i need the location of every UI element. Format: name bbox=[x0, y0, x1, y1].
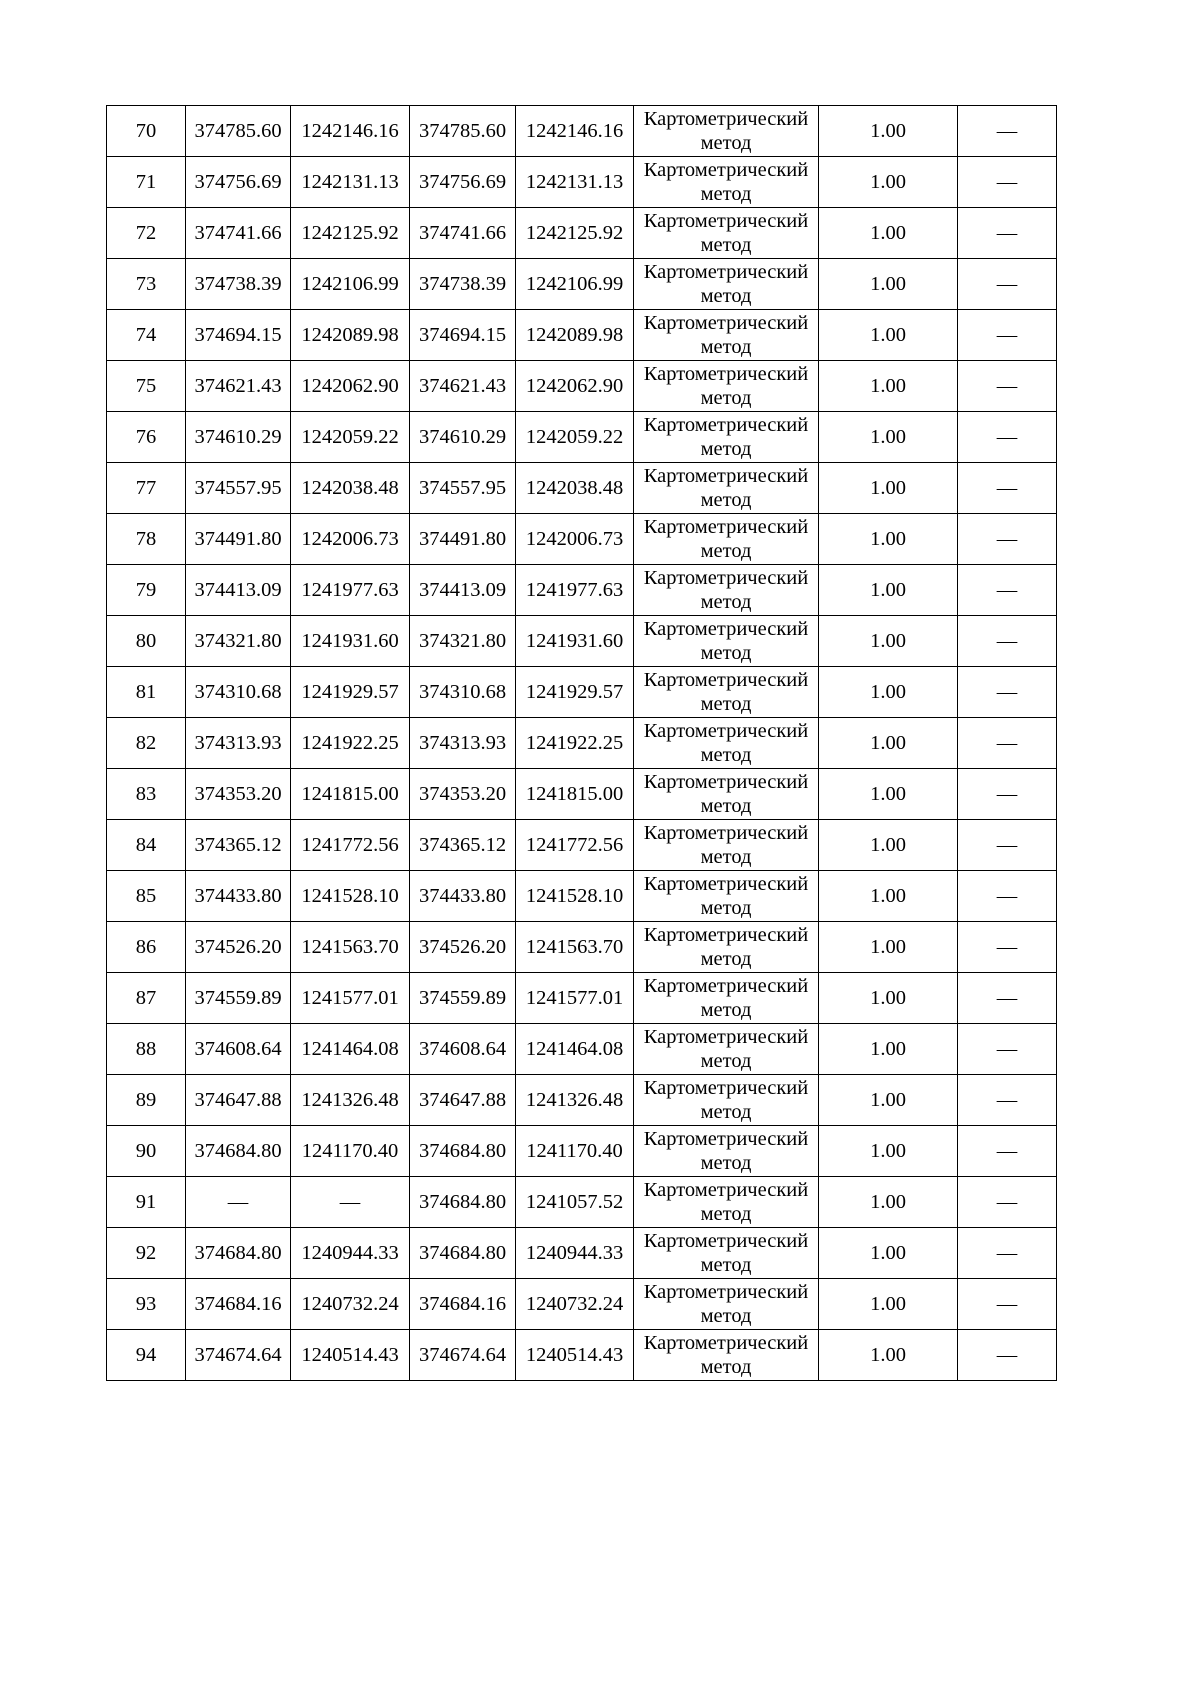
method-cell bbox=[634, 463, 819, 514]
x-existing-cell: — bbox=[186, 1177, 291, 1228]
y-specified-cell: 1242062.90 bbox=[516, 361, 634, 412]
precision-cell: 1.00 bbox=[819, 1228, 958, 1279]
precision-cell: 1.00 bbox=[819, 412, 958, 463]
x-existing-cell: 374684.16 bbox=[186, 1279, 291, 1330]
method-cell bbox=[634, 106, 819, 157]
note-cell: — bbox=[958, 922, 1057, 973]
y-specified-cell: 1240514.43 bbox=[516, 1330, 634, 1381]
method-line-2: метод bbox=[700, 1101, 752, 1123]
method-line-2: метод bbox=[700, 1152, 752, 1174]
y-existing-cell: 1242106.99 bbox=[291, 259, 410, 310]
y-specified-cell: 1241170.40 bbox=[516, 1126, 634, 1177]
note-cell: — bbox=[958, 820, 1057, 871]
point-number-cell: 72 bbox=[107, 208, 186, 259]
method-cell bbox=[634, 514, 819, 565]
point-number-cell: 93 bbox=[107, 1279, 186, 1330]
precision-cell: 1.00 bbox=[819, 667, 958, 718]
method-cell bbox=[634, 769, 819, 820]
method-line-2: метод bbox=[700, 438, 752, 460]
note-cell: — bbox=[958, 667, 1057, 718]
method-line-1: Картометрический bbox=[643, 108, 809, 130]
precision-cell: 1.00 bbox=[819, 973, 958, 1024]
point-number-cell: 73 bbox=[107, 259, 186, 310]
precision-cell: 1.00 bbox=[819, 106, 958, 157]
method-cell bbox=[634, 208, 819, 259]
point-number-cell: 78 bbox=[107, 514, 186, 565]
method-line-2: метод bbox=[700, 744, 752, 766]
x-specified-cell: 374785.60 bbox=[410, 106, 516, 157]
y-specified-cell: 1240732.24 bbox=[516, 1279, 634, 1330]
x-existing-cell: 374310.68 bbox=[186, 667, 291, 718]
point-number-cell: 89 bbox=[107, 1075, 186, 1126]
note-cell: — bbox=[958, 1024, 1057, 1075]
x-existing-cell: 374756.69 bbox=[186, 157, 291, 208]
y-specified-cell: 1241577.01 bbox=[516, 973, 634, 1024]
point-number-cell: 77 bbox=[107, 463, 186, 514]
note-cell: — bbox=[958, 208, 1057, 259]
y-specified-cell: 1241815.00 bbox=[516, 769, 634, 820]
method-line-1: Картометрический bbox=[643, 873, 809, 895]
y-existing-cell: 1241528.10 bbox=[291, 871, 410, 922]
x-existing-cell: 374674.64 bbox=[186, 1330, 291, 1381]
precision-cell: 1.00 bbox=[819, 157, 958, 208]
method-line-2: метод bbox=[700, 999, 752, 1021]
method-cell bbox=[634, 310, 819, 361]
y-existing-cell: 1242089.98 bbox=[291, 310, 410, 361]
y-specified-cell: 1242006.73 bbox=[516, 514, 634, 565]
y-specified-cell: 1242089.98 bbox=[516, 310, 634, 361]
precision-cell: 1.00 bbox=[819, 871, 958, 922]
y-specified-cell: 1241977.63 bbox=[516, 565, 634, 616]
table-row bbox=[107, 106, 1057, 157]
y-existing-cell: 1240732.24 bbox=[291, 1279, 410, 1330]
method-line-2: метод bbox=[700, 1356, 752, 1378]
precision-cell: 1.00 bbox=[819, 1177, 958, 1228]
x-specified-cell: 374353.20 bbox=[410, 769, 516, 820]
method-line-2: метод bbox=[700, 387, 752, 409]
precision-cell: 1.00 bbox=[819, 1075, 958, 1126]
x-existing-cell: 374365.12 bbox=[186, 820, 291, 871]
table-row bbox=[107, 259, 1057, 310]
precision-cell: 1.00 bbox=[819, 361, 958, 412]
precision-cell: 1.00 bbox=[819, 769, 958, 820]
x-existing-cell: 374684.80 bbox=[186, 1126, 291, 1177]
y-existing-cell: 1241170.40 bbox=[291, 1126, 410, 1177]
note-cell: — bbox=[958, 259, 1057, 310]
method-line-1: Картометрический bbox=[643, 465, 809, 487]
method-line-1: Картометрический bbox=[643, 414, 809, 436]
table-row bbox=[107, 922, 1057, 973]
x-specified-cell: 374694.15 bbox=[410, 310, 516, 361]
x-existing-cell: 374321.80 bbox=[186, 616, 291, 667]
table-row bbox=[107, 820, 1057, 871]
method-line-1: Картометрический bbox=[643, 1077, 809, 1099]
x-existing-cell: 374413.09 bbox=[186, 565, 291, 616]
method-line-2: метод bbox=[700, 642, 752, 664]
table-row bbox=[107, 871, 1057, 922]
y-existing-cell: 1242131.13 bbox=[291, 157, 410, 208]
method-line-1: Картометрический bbox=[643, 261, 809, 283]
note-cell: — bbox=[958, 412, 1057, 463]
x-existing-cell: 374313.93 bbox=[186, 718, 291, 769]
x-specified-cell: 374608.64 bbox=[410, 1024, 516, 1075]
precision-cell: 1.00 bbox=[819, 718, 958, 769]
x-existing-cell: 374557.95 bbox=[186, 463, 291, 514]
table-row bbox=[107, 310, 1057, 361]
table-row bbox=[107, 667, 1057, 718]
method-line-1: Картометрический bbox=[643, 159, 809, 181]
x-existing-cell: 374610.29 bbox=[186, 412, 291, 463]
precision-cell: 1.00 bbox=[819, 616, 958, 667]
table-row bbox=[107, 1177, 1057, 1228]
x-existing-cell: 374741.66 bbox=[186, 208, 291, 259]
x-existing-cell: 374353.20 bbox=[186, 769, 291, 820]
note-cell: — bbox=[958, 1330, 1057, 1381]
x-specified-cell: 374433.80 bbox=[410, 871, 516, 922]
x-specified-cell: 374684.80 bbox=[410, 1228, 516, 1279]
table-row bbox=[107, 157, 1057, 208]
y-specified-cell: 1241326.48 bbox=[516, 1075, 634, 1126]
method-cell bbox=[634, 871, 819, 922]
precision-cell: 1.00 bbox=[819, 1279, 958, 1330]
note-cell: — bbox=[958, 106, 1057, 157]
method-cell bbox=[634, 412, 819, 463]
method-line-2: метод bbox=[700, 234, 752, 256]
y-existing-cell: 1241326.48 bbox=[291, 1075, 410, 1126]
table-row bbox=[107, 1075, 1057, 1126]
y-specified-cell: 1241464.08 bbox=[516, 1024, 634, 1075]
x-specified-cell: 374684.80 bbox=[410, 1177, 516, 1228]
point-number-cell: 90 bbox=[107, 1126, 186, 1177]
method-cell bbox=[634, 1075, 819, 1126]
table-body bbox=[107, 106, 1057, 1381]
table-row bbox=[107, 1024, 1057, 1075]
x-specified-cell: 374491.80 bbox=[410, 514, 516, 565]
point-number-cell: 76 bbox=[107, 412, 186, 463]
precision-cell: 1.00 bbox=[819, 310, 958, 361]
method-line-2: метод bbox=[700, 846, 752, 868]
point-number-cell: 80 bbox=[107, 616, 186, 667]
method-line-1: Картометрический bbox=[643, 1026, 809, 1048]
method-line-2: метод bbox=[700, 897, 752, 919]
table-row bbox=[107, 1228, 1057, 1279]
x-specified-cell: 374557.95 bbox=[410, 463, 516, 514]
method-cell bbox=[634, 667, 819, 718]
point-number-cell: 94 bbox=[107, 1330, 186, 1381]
method-line-1: Картометрический bbox=[643, 771, 809, 793]
x-specified-cell: 374684.80 bbox=[410, 1126, 516, 1177]
note-cell: — bbox=[958, 310, 1057, 361]
table-row bbox=[107, 1126, 1057, 1177]
x-existing-cell: 374433.80 bbox=[186, 871, 291, 922]
y-specified-cell: 1242106.99 bbox=[516, 259, 634, 310]
method-line-1: Картометрический bbox=[643, 924, 809, 946]
method-line-2: метод bbox=[700, 795, 752, 817]
note-cell: — bbox=[958, 1177, 1057, 1228]
method-line-1: Картометрический bbox=[643, 669, 809, 691]
method-line-1: Картометрический bbox=[643, 567, 809, 589]
note-cell: — bbox=[958, 871, 1057, 922]
method-cell bbox=[634, 1330, 819, 1381]
y-specified-cell: 1242059.22 bbox=[516, 412, 634, 463]
y-existing-cell: 1241563.70 bbox=[291, 922, 410, 973]
precision-cell: 1.00 bbox=[819, 463, 958, 514]
point-number-cell: 75 bbox=[107, 361, 186, 412]
precision-cell: 1.00 bbox=[819, 208, 958, 259]
y-specified-cell: 1242038.48 bbox=[516, 463, 634, 514]
y-existing-cell: 1241577.01 bbox=[291, 973, 410, 1024]
x-specified-cell: 374321.80 bbox=[410, 616, 516, 667]
precision-cell: 1.00 bbox=[819, 259, 958, 310]
precision-cell: 1.00 bbox=[819, 1126, 958, 1177]
note-cell: — bbox=[958, 1279, 1057, 1330]
y-existing-cell: 1241922.25 bbox=[291, 718, 410, 769]
coordinates-table bbox=[106, 105, 1057, 1381]
point-number-cell: 82 bbox=[107, 718, 186, 769]
point-number-cell: 92 bbox=[107, 1228, 186, 1279]
table-row bbox=[107, 514, 1057, 565]
point-number-cell: 70 bbox=[107, 106, 186, 157]
point-number-cell: 85 bbox=[107, 871, 186, 922]
x-specified-cell: 374610.29 bbox=[410, 412, 516, 463]
method-cell bbox=[634, 820, 819, 871]
method-line-2: метод bbox=[700, 183, 752, 205]
method-line-1: Картометрический bbox=[643, 975, 809, 997]
table-row bbox=[107, 1330, 1057, 1381]
x-specified-cell: 374756.69 bbox=[410, 157, 516, 208]
y-existing-cell: 1242146.16 bbox=[291, 106, 410, 157]
point-number-cell: 84 bbox=[107, 820, 186, 871]
method-line-2: метод bbox=[700, 285, 752, 307]
method-line-1: Картометрический bbox=[643, 1179, 809, 1201]
method-line-1: Картометрический bbox=[643, 1281, 809, 1303]
method-cell bbox=[634, 1279, 819, 1330]
method-cell bbox=[634, 1024, 819, 1075]
y-specified-cell: 1241929.57 bbox=[516, 667, 634, 718]
point-number-cell: 79 bbox=[107, 565, 186, 616]
method-line-1: Картометрический bbox=[643, 210, 809, 232]
method-line-2: метод bbox=[700, 1254, 752, 1276]
x-specified-cell: 374741.66 bbox=[410, 208, 516, 259]
y-specified-cell: 1241563.70 bbox=[516, 922, 634, 973]
table-row bbox=[107, 208, 1057, 259]
method-line-2: метод bbox=[700, 693, 752, 715]
note-cell: — bbox=[958, 1126, 1057, 1177]
note-cell: — bbox=[958, 769, 1057, 820]
x-specified-cell: 374365.12 bbox=[410, 820, 516, 871]
table-row bbox=[107, 769, 1057, 820]
point-number-cell: 81 bbox=[107, 667, 186, 718]
x-specified-cell: 374526.20 bbox=[410, 922, 516, 973]
y-existing-cell: 1241977.63 bbox=[291, 565, 410, 616]
method-line-1: Картометрический bbox=[643, 618, 809, 640]
method-cell bbox=[634, 718, 819, 769]
y-existing-cell: 1242125.92 bbox=[291, 208, 410, 259]
method-line-2: метод bbox=[700, 540, 752, 562]
x-existing-cell: 374785.60 bbox=[186, 106, 291, 157]
note-cell: — bbox=[958, 718, 1057, 769]
precision-cell: 1.00 bbox=[819, 565, 958, 616]
method-line-2: метод bbox=[700, 1203, 752, 1225]
x-specified-cell: 374738.39 bbox=[410, 259, 516, 310]
method-line-1: Картометрический bbox=[643, 1230, 809, 1252]
y-existing-cell: 1242062.90 bbox=[291, 361, 410, 412]
x-existing-cell: 374559.89 bbox=[186, 973, 291, 1024]
note-cell: — bbox=[958, 616, 1057, 667]
y-specified-cell: 1241931.60 bbox=[516, 616, 634, 667]
y-existing-cell: 1240514.43 bbox=[291, 1330, 410, 1381]
method-cell bbox=[634, 1177, 819, 1228]
point-number-cell: 91 bbox=[107, 1177, 186, 1228]
note-cell: — bbox=[958, 1228, 1057, 1279]
x-existing-cell: 374647.88 bbox=[186, 1075, 291, 1126]
method-line-1: Картометрический bbox=[643, 720, 809, 742]
method-line-2: метод bbox=[700, 132, 752, 154]
y-specified-cell: 1241528.10 bbox=[516, 871, 634, 922]
x-specified-cell: 374313.93 bbox=[410, 718, 516, 769]
y-existing-cell: 1242006.73 bbox=[291, 514, 410, 565]
x-specified-cell: 374413.09 bbox=[410, 565, 516, 616]
y-specified-cell: 1240944.33 bbox=[516, 1228, 634, 1279]
point-number-cell: 83 bbox=[107, 769, 186, 820]
y-specified-cell: 1241772.56 bbox=[516, 820, 634, 871]
method-line-2: метод bbox=[700, 591, 752, 613]
point-number-cell: 74 bbox=[107, 310, 186, 361]
note-cell: — bbox=[958, 973, 1057, 1024]
point-number-cell: 87 bbox=[107, 973, 186, 1024]
method-line-1: Картометрический bbox=[643, 822, 809, 844]
method-cell bbox=[634, 259, 819, 310]
note-cell: — bbox=[958, 463, 1057, 514]
y-existing-cell: 1242059.22 bbox=[291, 412, 410, 463]
x-existing-cell: 374738.39 bbox=[186, 259, 291, 310]
y-specified-cell: 1242131.13 bbox=[516, 157, 634, 208]
table-row bbox=[107, 718, 1057, 769]
method-cell bbox=[634, 361, 819, 412]
y-specified-cell: 1241057.52 bbox=[516, 1177, 634, 1228]
x-existing-cell: 374694.15 bbox=[186, 310, 291, 361]
method-line-1: Картометрический bbox=[643, 1332, 809, 1354]
table-row bbox=[107, 565, 1057, 616]
method-cell bbox=[634, 565, 819, 616]
precision-cell: 1.00 bbox=[819, 1330, 958, 1381]
x-specified-cell: 374674.64 bbox=[410, 1330, 516, 1381]
x-existing-cell: 374491.80 bbox=[186, 514, 291, 565]
y-existing-cell: 1241931.60 bbox=[291, 616, 410, 667]
note-cell: — bbox=[958, 157, 1057, 208]
method-line-1: Картометрический bbox=[643, 1128, 809, 1150]
method-cell bbox=[634, 973, 819, 1024]
point-number-cell: 71 bbox=[107, 157, 186, 208]
precision-cell: 1.00 bbox=[819, 922, 958, 973]
note-cell: — bbox=[958, 565, 1057, 616]
precision-cell: 1.00 bbox=[819, 514, 958, 565]
method-cell bbox=[634, 157, 819, 208]
y-existing-cell: 1240944.33 bbox=[291, 1228, 410, 1279]
y-existing-cell: 1241929.57 bbox=[291, 667, 410, 718]
table-row bbox=[107, 616, 1057, 667]
y-specified-cell: 1241922.25 bbox=[516, 718, 634, 769]
table-row bbox=[107, 973, 1057, 1024]
method-cell bbox=[634, 922, 819, 973]
y-specified-cell: 1242146.16 bbox=[516, 106, 634, 157]
x-specified-cell: 374621.43 bbox=[410, 361, 516, 412]
x-specified-cell: 374684.16 bbox=[410, 1279, 516, 1330]
point-number-cell: 88 bbox=[107, 1024, 186, 1075]
precision-cell: 1.00 bbox=[819, 1024, 958, 1075]
note-cell: — bbox=[958, 361, 1057, 412]
table-row bbox=[107, 412, 1057, 463]
x-existing-cell: 374526.20 bbox=[186, 922, 291, 973]
method-line-1: Картометрический bbox=[643, 516, 809, 538]
x-specified-cell: 374647.88 bbox=[410, 1075, 516, 1126]
x-existing-cell: 374621.43 bbox=[186, 361, 291, 412]
y-existing-cell: 1241772.56 bbox=[291, 820, 410, 871]
table-row bbox=[107, 463, 1057, 514]
method-line-1: Картометрический bbox=[643, 312, 809, 334]
method-line-2: метод bbox=[700, 948, 752, 970]
method-line-2: метод bbox=[700, 489, 752, 511]
y-specified-cell: 1242125.92 bbox=[516, 208, 634, 259]
method-line-2: метод bbox=[700, 1305, 752, 1327]
precision-cell: 1.00 bbox=[819, 820, 958, 871]
point-number-cell: 86 bbox=[107, 922, 186, 973]
y-existing-cell: 1241815.00 bbox=[291, 769, 410, 820]
x-existing-cell: 374608.64 bbox=[186, 1024, 291, 1075]
note-cell: — bbox=[958, 1075, 1057, 1126]
method-line-2: метод bbox=[700, 336, 752, 358]
method-cell bbox=[634, 1126, 819, 1177]
y-existing-cell: — bbox=[291, 1177, 410, 1228]
table-row bbox=[107, 1279, 1057, 1330]
x-specified-cell: 374310.68 bbox=[410, 667, 516, 718]
y-existing-cell: 1241464.08 bbox=[291, 1024, 410, 1075]
method-line-2: метод bbox=[700, 1050, 752, 1072]
x-existing-cell: 374684.80 bbox=[186, 1228, 291, 1279]
y-existing-cell: 1242038.48 bbox=[291, 463, 410, 514]
method-cell bbox=[634, 1228, 819, 1279]
table-row bbox=[107, 361, 1057, 412]
method-cell bbox=[634, 616, 819, 667]
method-line-1: Картометрический bbox=[643, 363, 809, 385]
note-cell: — bbox=[958, 514, 1057, 565]
x-specified-cell: 374559.89 bbox=[410, 973, 516, 1024]
